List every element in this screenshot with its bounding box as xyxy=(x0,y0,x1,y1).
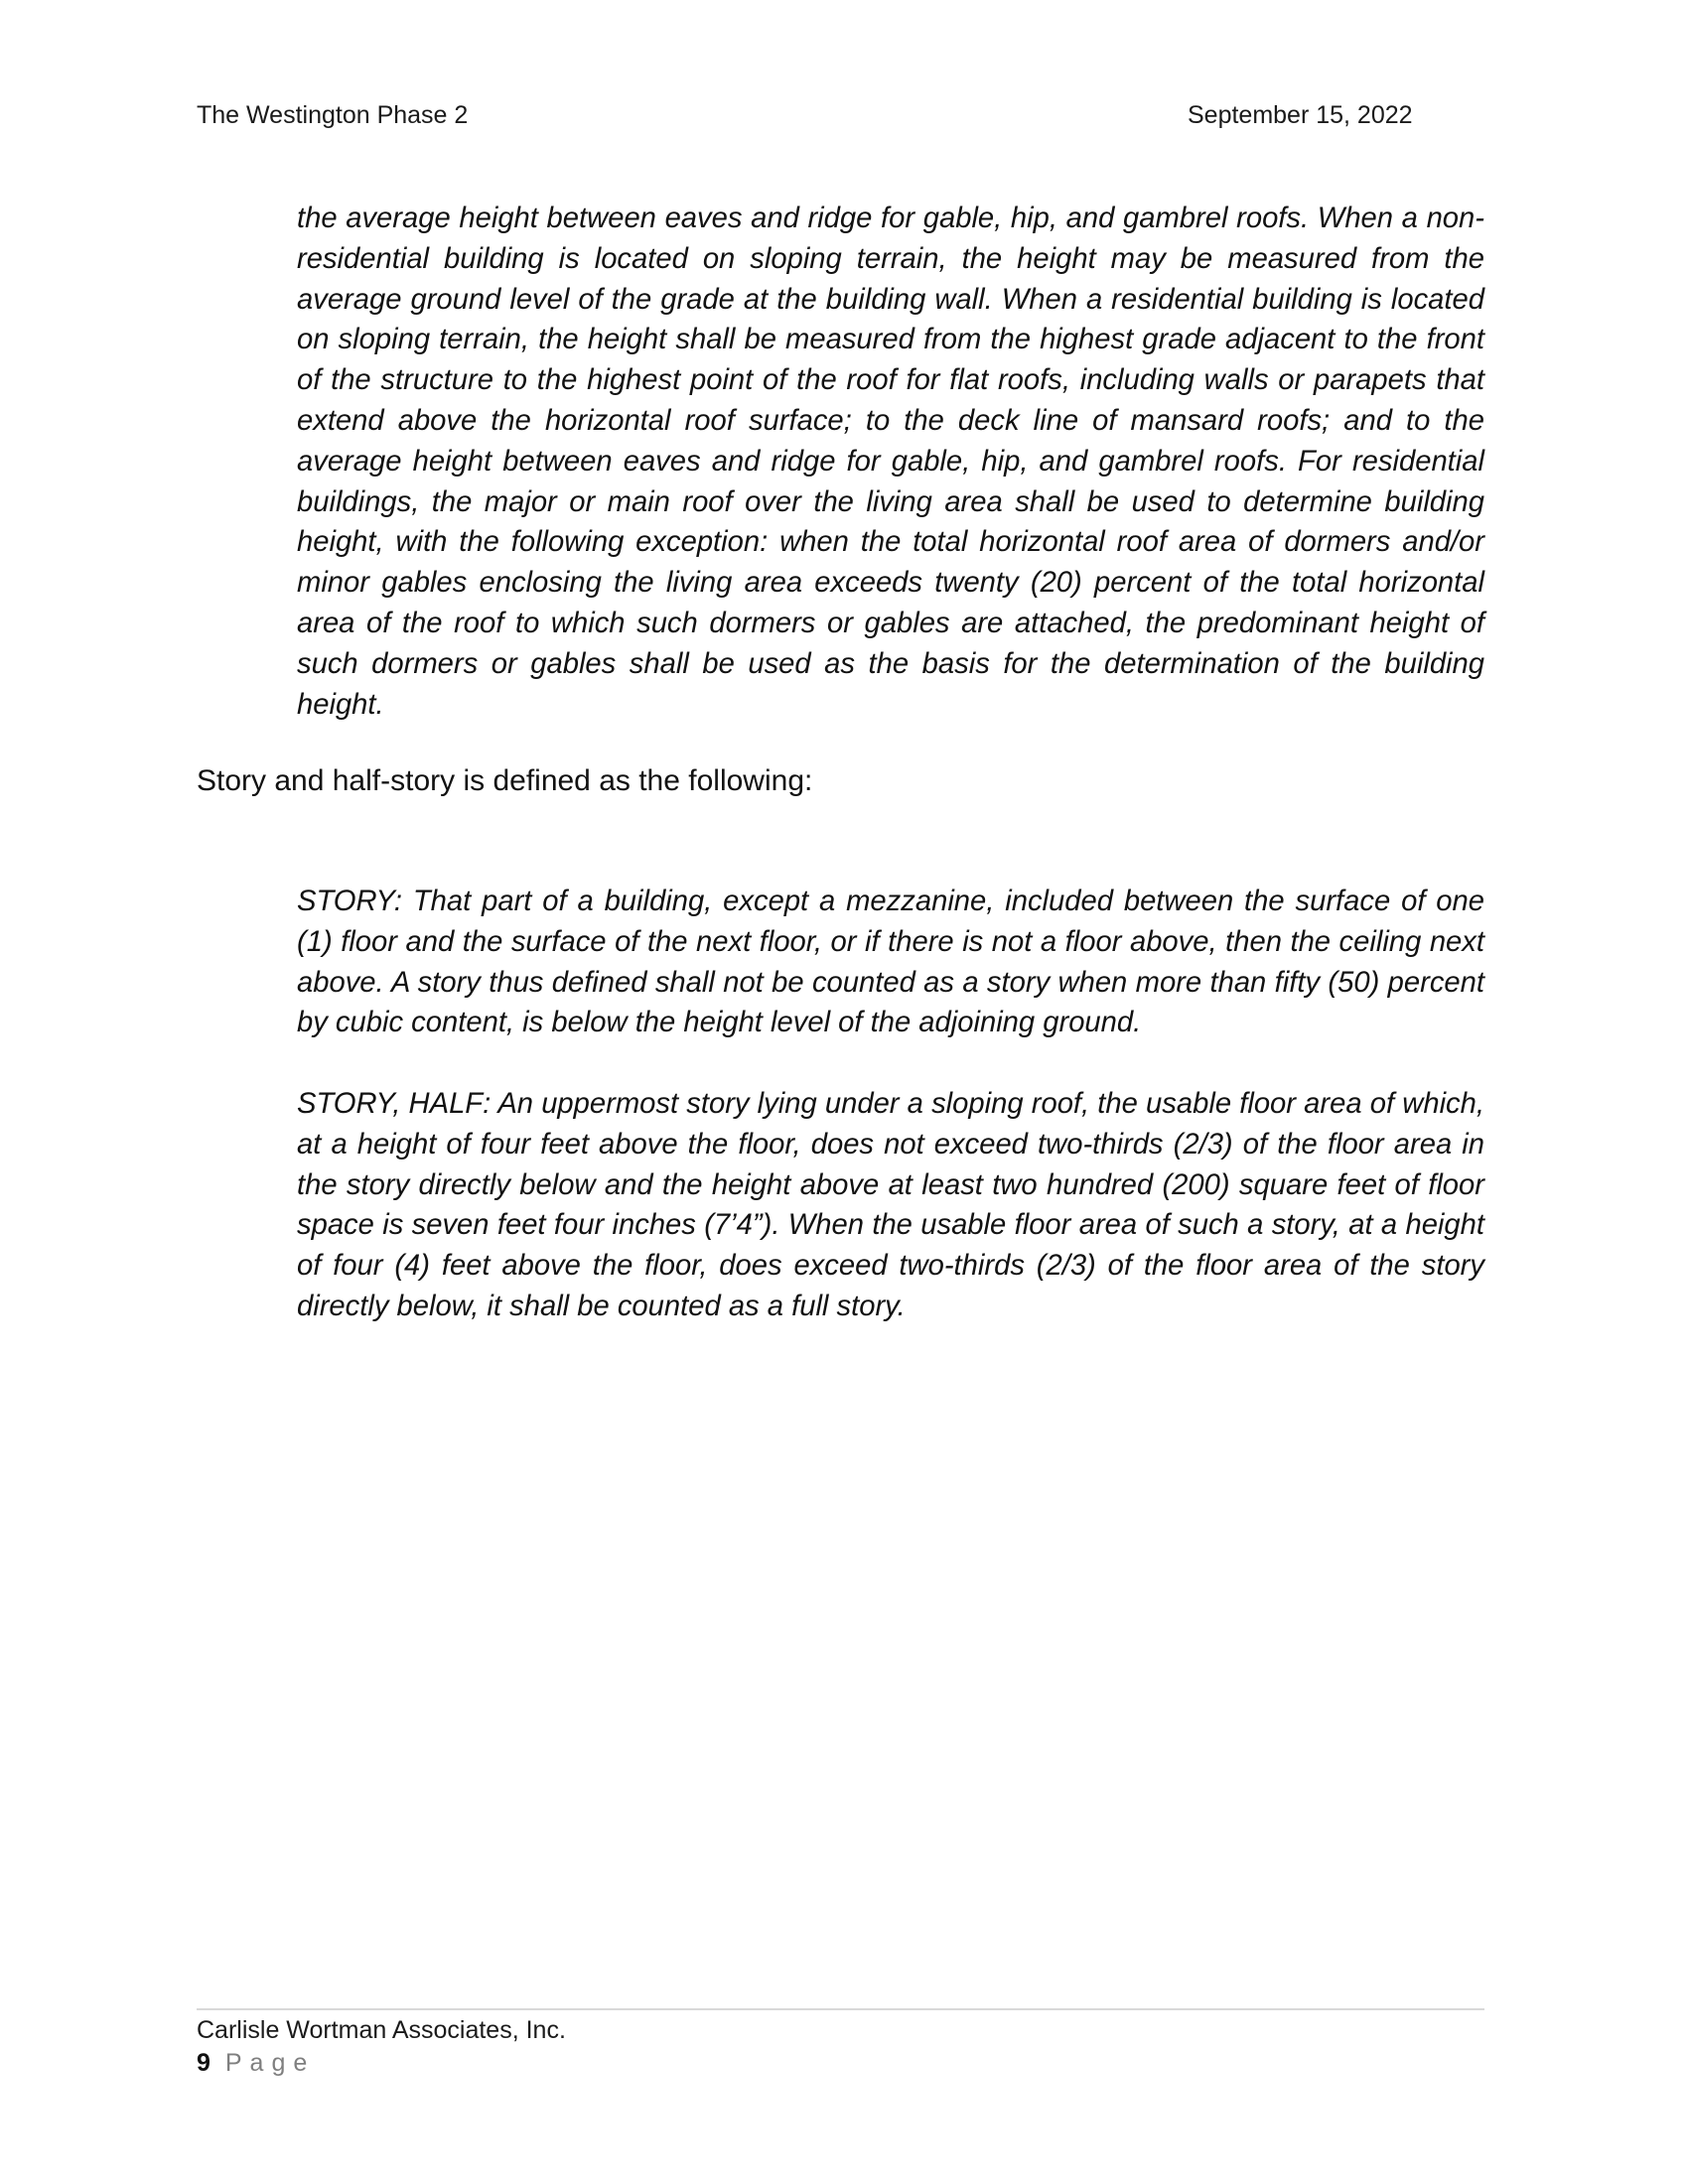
header-date: September 15, 2022 xyxy=(1188,101,1413,129)
footer-company-name: Carlisle Wortman Associates, Inc. xyxy=(197,2016,566,2044)
header-document-title: The Westington Phase 2 xyxy=(197,101,469,129)
footer-page-indicator xyxy=(197,2049,315,2078)
footer-divider xyxy=(197,2008,1484,2010)
half-story-definition-paragraph: STORY, HALF: An uppermost story lying under a sloping roof, the usable floor area of which, at a height of four feet above the floor, does not exceed two-thirds (2/3) of the floor area in the story directly below and the height above at least two hundred (200) square feet of floor space is seven feet four inches (7’4”). When the usable floor area of such a story, at a height of four (4) feet above the floor, does exceed two-thirds (2/3) of the floor area of the story directly below, it shall be counted as a full story. xyxy=(297,1088,1484,1322)
story-definition-paragraph: STORY: That part of a building, except a mezzanine, included between the surface of one (1) floor and the surface of the next floor, or if there is not a floor above, then the ceiling next above. A story thus defined shall not be counted as a story when more than fifty (50) percent by cubic content, is below the height level of the adjoining ground. xyxy=(297,886,1484,1039)
story-lead-in-paragraph: Story and half-story is defined as the following: xyxy=(197,764,813,797)
height-definition-paragraph: the average height between eaves and ridge for gable, hip, and gambrel roofs. When a non-residential building is located on sloping terrain, the height may be measured from the average ground level of the grade at the building wall. When a residential building is located on sloping terrain, the height shall be measured from the highest grade adjacent to the front of the structure to the highest point of the roof for flat roofs, including walls or parapets that extend above the horizontal roof surface; to the deck line of mansard roofs; and to the average height between eaves and ridge for gable, hip, and gambrel roofs. For residential buildings, the major or main roof over the living area shall be used to determine building height, with the following exception: when the total horizontal roof area of dormers and/or minor gables enclosing the living area exceeds twenty (20) percent of the total horizontal area of the roof to which such dormers or gables are attached, the predominant height of such dormers or gables shall be used as the basis for the determination of the building height. xyxy=(297,203,1484,721)
page-number: 9 xyxy=(197,2049,211,2077)
page-label: Page xyxy=(224,2049,316,2077)
